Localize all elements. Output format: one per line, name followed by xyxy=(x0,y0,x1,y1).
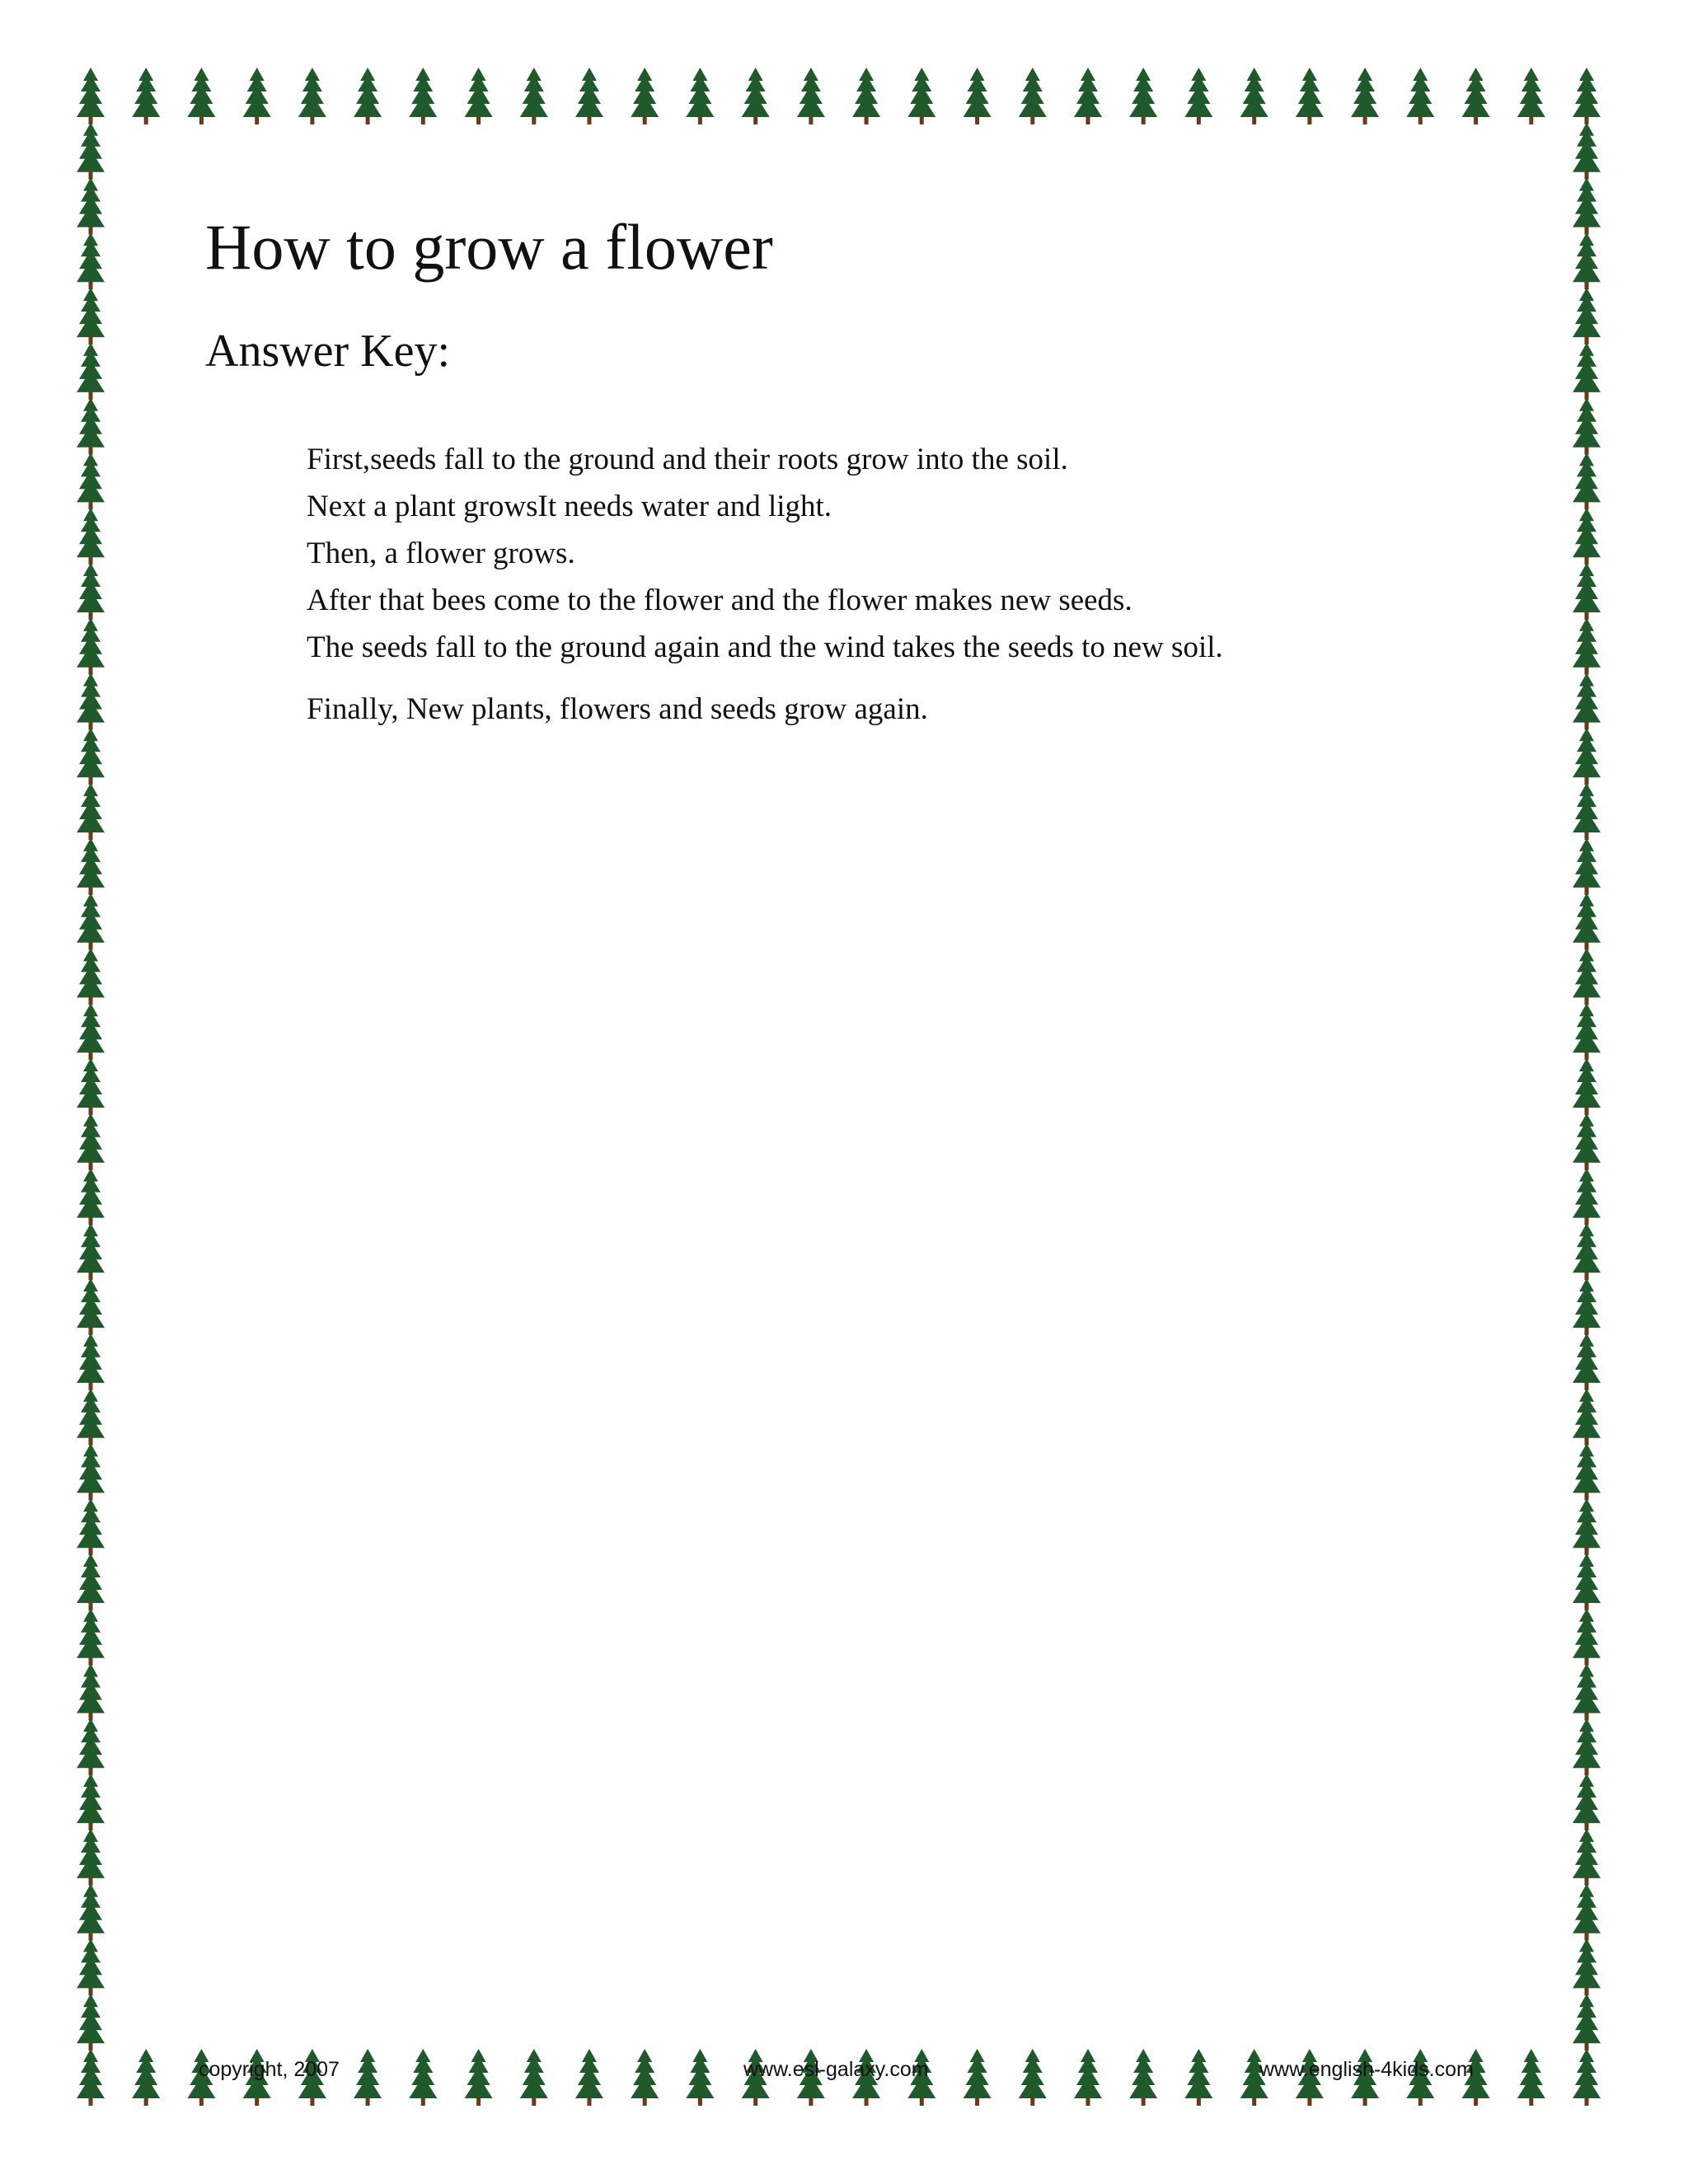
pine-tree-icon xyxy=(1573,343,1601,400)
pine-tree-icon xyxy=(520,68,548,124)
pine-tree-icon xyxy=(1573,1113,1601,1170)
pine-tree-icon xyxy=(1019,2049,1047,2106)
pine-tree-icon xyxy=(77,673,105,730)
pine-tree-icon xyxy=(77,1554,105,1610)
pine-tree-icon xyxy=(77,1003,105,1060)
pine-tree-icon xyxy=(686,2049,714,2106)
pine-tree-icon xyxy=(77,563,105,620)
pine-tree-icon xyxy=(77,1333,105,1390)
pine-tree-icon xyxy=(354,68,382,124)
pine-tree-icon xyxy=(187,68,215,124)
pine-tree-icon xyxy=(1573,288,1601,344)
pine-tree-icon xyxy=(631,68,659,124)
pine-tree-icon xyxy=(77,1938,105,1995)
pine-tree-icon xyxy=(1573,1554,1601,1610)
pine-tree-icon xyxy=(77,1664,105,1721)
pine-tree-icon xyxy=(77,2049,105,2106)
pine-tree-icon xyxy=(132,2049,160,2106)
pine-tree-icon xyxy=(1573,1994,1601,2050)
answer-line: Then, a flower grows. xyxy=(307,537,575,570)
answer-line: After that bees come to the flower and the flower makes new seeds. xyxy=(307,583,1132,617)
pine-tree-icon xyxy=(77,893,105,950)
pine-tree-icon xyxy=(1573,948,1601,1005)
pine-tree-icon xyxy=(77,1443,105,1500)
pine-tree-icon xyxy=(1573,1664,1601,1721)
footer-site-esl-galaxy: www.esl-galaxy.com xyxy=(743,2058,929,2081)
pine-tree-icon xyxy=(1129,68,1157,124)
pine-tree-icon xyxy=(298,68,326,124)
pine-tree-icon xyxy=(1573,673,1601,730)
pine-tree-icon xyxy=(1573,398,1601,455)
pine-tree-icon xyxy=(1240,68,1268,124)
pine-tree-icon xyxy=(77,618,105,675)
answer-list xyxy=(307,436,1223,733)
pine-tree-icon xyxy=(77,1058,105,1115)
pine-tree-icon xyxy=(465,2049,493,2106)
pine-tree-icon xyxy=(1573,1443,1601,1500)
pine-tree-icon xyxy=(1573,1609,1601,1666)
pine-tree-icon xyxy=(77,343,105,400)
pine-tree-icon xyxy=(1184,2049,1212,2106)
pine-tree-icon xyxy=(77,1223,105,1280)
pine-tree-icon xyxy=(1573,123,1601,180)
pine-tree-icon xyxy=(1184,68,1212,124)
pine-tree-icon xyxy=(575,2049,603,2106)
pine-tree-icon xyxy=(77,1498,105,1555)
pine-tree-icon xyxy=(77,1278,105,1335)
pine-tree-icon xyxy=(465,68,493,124)
pine-tree-icon xyxy=(1573,1389,1601,1446)
pine-tree-icon xyxy=(1573,68,1601,124)
pine-tree-icon xyxy=(1573,1498,1601,1555)
pine-tree-icon xyxy=(77,1113,105,1170)
pine-tree-icon xyxy=(77,728,105,785)
pine-tree-icon xyxy=(964,68,992,124)
pine-tree-icon xyxy=(77,1389,105,1446)
footer-copyright: copyright, 2007 xyxy=(199,2058,340,2081)
answer-key-heading: Answer Key: xyxy=(205,326,451,377)
pine-tree-icon xyxy=(77,398,105,455)
pine-tree-icon xyxy=(1573,452,1601,509)
pine-tree-icon xyxy=(964,2049,992,2106)
pine-tree-icon xyxy=(1406,68,1434,124)
pine-tree-icon xyxy=(1573,1718,1601,1775)
pine-tree-icon xyxy=(1573,1058,1601,1115)
pine-tree-icon xyxy=(1351,68,1379,124)
pine-tree-icon xyxy=(1517,2049,1545,2106)
pine-tree-icon xyxy=(1573,1884,1601,1941)
pine-tree-icon xyxy=(1296,68,1324,124)
pine-tree-icon xyxy=(1573,783,1601,840)
page-title: How to grow a flower xyxy=(205,211,773,283)
pine-tree-icon xyxy=(1573,1169,1601,1226)
pine-tree-icon xyxy=(77,1609,105,1666)
footer-site-english-4kids: www.english-4kids.com xyxy=(1259,2058,1474,2081)
pine-tree-icon xyxy=(1074,2049,1102,2106)
pine-tree-icon xyxy=(409,2049,437,2106)
pine-tree-icon xyxy=(77,783,105,840)
pine-tree-icon xyxy=(1573,838,1601,895)
pine-tree-icon xyxy=(77,1718,105,1775)
pine-tree-icon xyxy=(797,68,825,124)
pine-tree-icon xyxy=(1573,1223,1601,1280)
pine-tree-icon xyxy=(77,1169,105,1226)
answer-line: The seeds fall to the ground again and the wind takes the seeds to new soil. xyxy=(307,630,1223,664)
pine-tree-icon xyxy=(77,178,105,235)
pine-tree-icon xyxy=(1573,618,1601,675)
pine-tree-icon xyxy=(409,68,437,124)
answer-line: First,seeds fall to the ground and their roots grow into the soil. xyxy=(307,443,1068,476)
answer-line: Next a plant growsIt needs water and light. xyxy=(307,490,832,523)
pine-tree-icon xyxy=(77,1829,105,1886)
pine-tree-icon xyxy=(1573,2049,1601,2106)
pine-tree-icon xyxy=(575,68,603,124)
pine-tree-icon xyxy=(1573,893,1601,950)
answer-line: Finally, New plants, flowers and seeds grow again. xyxy=(307,692,928,726)
pine-tree-icon xyxy=(631,2049,659,2106)
pine-tree-icon xyxy=(1573,728,1601,785)
pine-tree-icon xyxy=(77,288,105,344)
pine-tree-icon xyxy=(77,68,105,124)
pine-tree-icon xyxy=(77,838,105,895)
pine-tree-icon xyxy=(243,68,271,124)
pine-tree-icon xyxy=(1573,232,1601,289)
pine-tree-icon xyxy=(1573,178,1601,235)
pine-tree-icon xyxy=(1573,1774,1601,1830)
pine-tree-icon xyxy=(77,1774,105,1830)
pine-tree-icon xyxy=(1517,68,1545,124)
pine-tree-icon xyxy=(354,2049,382,2106)
pine-tree-icon xyxy=(1129,2049,1157,2106)
pine-tree-icon xyxy=(742,68,770,124)
pine-tree-icon xyxy=(1573,508,1601,565)
pine-tree-icon xyxy=(77,452,105,509)
pine-tree-icon xyxy=(77,232,105,289)
pine-tree-icon xyxy=(1019,68,1047,124)
pine-tree-icon xyxy=(1573,1829,1601,1886)
pine-tree-icon xyxy=(77,1884,105,1941)
pine-tree-icon xyxy=(520,2049,548,2106)
pine-tree-icon xyxy=(77,508,105,565)
pine-tree-icon xyxy=(852,68,880,124)
pine-tree-icon xyxy=(77,123,105,180)
pine-tree-icon xyxy=(1573,1003,1601,1060)
pine-tree-icon xyxy=(77,1994,105,2050)
pine-tree-icon xyxy=(907,68,935,124)
pine-tree-icon xyxy=(1074,68,1102,124)
pine-tree-icon xyxy=(1462,68,1490,124)
pine-tree-icon xyxy=(132,68,160,124)
pine-tree-icon xyxy=(77,948,105,1005)
pine-tree-icon xyxy=(686,68,714,124)
pine-tree-icon xyxy=(1573,1278,1601,1335)
pine-tree-icon xyxy=(1573,1938,1601,1995)
pine-tree-icon xyxy=(1573,563,1601,620)
pine-tree-icon xyxy=(1573,1333,1601,1390)
